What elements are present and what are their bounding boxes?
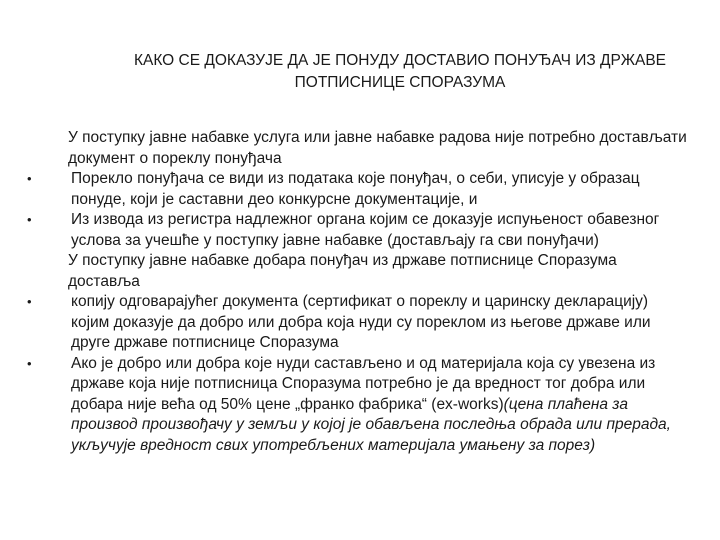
slide-title	[110, 50, 690, 94]
bullet-origin-from-bid-form	[27, 169, 688, 210]
bullet-dot: •	[27, 355, 32, 371]
title-line-2: ПОТПИСНИЦЕ СПОРАЗУМА	[294, 74, 506, 91]
bullet-text: Ако је добро или добра које нуди састављено и од материјала која су увезена из државе која није потписница Споразума потребно је да вредност тог добра или добара није већа од 50% цене „франко фабрика“ (ex-works)	[71, 354, 656, 413]
bullet-dot: •	[27, 294, 32, 309]
title-line-1: КАКО СЕ ДОКАЗУЈЕ ДА ЈЕ ПОНУДУ ДОСТАВИО ПОНУЂАЧ ИЗ ДРЖАВЕ	[133, 52, 667, 69]
bullet-dot: •	[27, 212, 32, 227]
bullet-text: Из извода из регистра надлежног органа којим се доказује испуњеност обавезног услова за учешће у поступку јавне набавке (достављају га сви понуђачи)	[71, 211, 660, 249]
bullet-dot: •	[27, 171, 32, 186]
intro-goods: У поступку јавне набавке добара понуђач из државе потписнице Споразума доставља	[68, 252, 617, 290]
bullet-text: Порекло понуђача се види из података које понуђач, о себи, уписује у образац понуде, који је саставни део конкурсне документације, и	[71, 170, 640, 208]
bullet-text: копију одговарајућег документа (сертификат о пореклу и царинску декларацију) којим доказује да добро или добра која нуди су пореклом из његове државе или друге државе потписнице Споразума	[71, 293, 651, 351]
bullet-registry-excerpt	[27, 210, 688, 251]
bullet-certificate-copy	[27, 292, 688, 354]
bullet-text-italic: (цена плаћена за производ произвођачу у земљи у којој је обављена последња обрада или прерада, укључује вредност свих употребљених материјала умањену за порез)	[71, 395, 671, 454]
bullet-imported-materials	[27, 354, 688, 457]
slide-body	[0, 128, 720, 456]
intro-services-works: У поступку јавне набавке услуга или јавне набавке радова није потребно достављати документ о пореклу понуђача	[68, 129, 687, 167]
